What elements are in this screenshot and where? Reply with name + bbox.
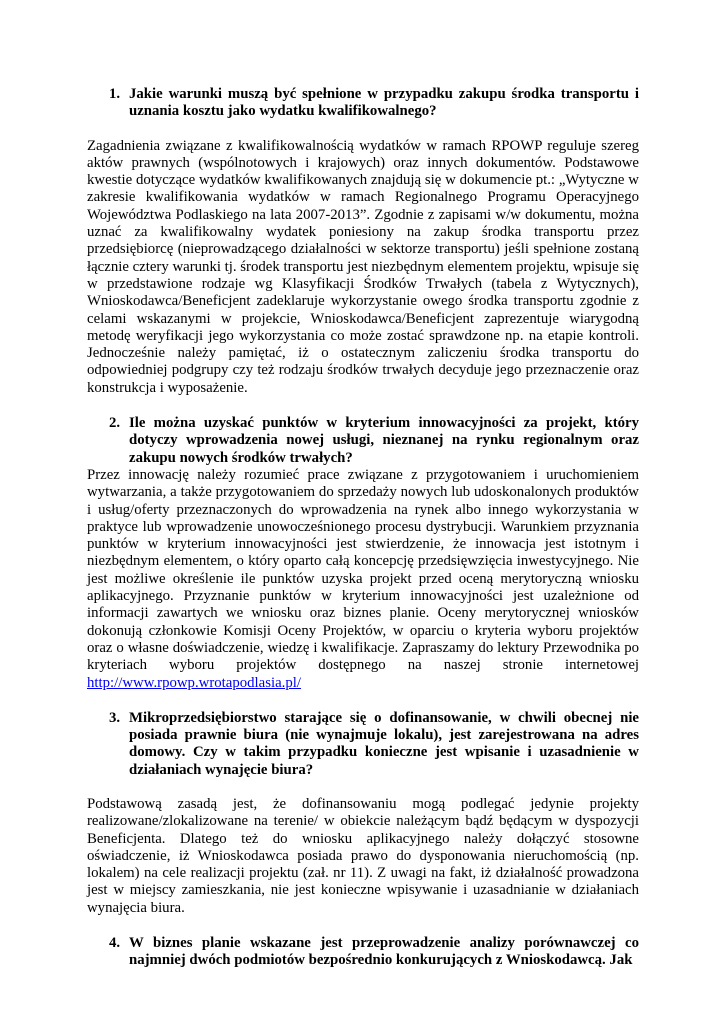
question-number: 2. <box>109 415 121 432</box>
website-link[interactable]: http://www.rpowp.wrotapodlasia.pl/ <box>87 674 301 691</box>
question-number: 3. <box>109 709 121 726</box>
question-text: W biznes planie wskazane jest przeprowadzenie analizy porównawczej co najmniej dwóch podmiotów bezpośrednio konkurujących z Wnioskodawcą. Jak <box>129 935 639 969</box>
question-text: Ile można uzyskać punktów w kryterium innowacyjności za projekt, który dotyczy wprowadzenia nowej usługi, nieznanej na rynku regionalnym oraz zakupu nowych środków trwałych? <box>129 415 639 466</box>
question-text: Mikroprzedsiębiorstwo starające się o dofinansowanie, w chwili obecnej nie posiada prawnie biura (nie wynajmuje lokalu), jest zarejestrowana na adres domowy. Czy w takim przypadku konieczne jest wpisanie i uzasadnienie w działaniach wynajęcie biura? <box>129 709 639 778</box>
document-page <box>87 86 639 970</box>
question-text: Jakie warunki muszą być spełnione w przypadku zakupu środka transportu i uznania kosztu jako wydatku kwalifikowalnego? <box>129 86 639 120</box>
question-3 <box>87 710 639 779</box>
question-1 <box>87 86 639 121</box>
answer-2 <box>87 467 639 692</box>
question-4 <box>87 935 639 970</box>
answer-text: Przez innowację należy rozumieć prace związane z przygotowaniem i uruchomieniem wytwarzania, a także przygotowaniem do sprzedaży nowych lub udoskonalonych produktów i usług/oferty przeznaczonych do wprowadzenia na rynek albo innego wykorzystania w praktyce lub wprowadzenie unowocześnionego procesu dystrybucji. Warunkiem przyznania punktów w kryterium innowacyjności jest stwierdzenie, że innowacja jest istotnym i niezbędnym elementem, o który oparto całą koncepcję przedsięwzięcia inwestycyjnego. Nie jest możliwe określenie ile punktów uzyska projekt przed oceną merytoryczną wniosku aplikacyjnego. Przyznanie punktów w kryterium innowacyjności jest uzależnione od informacji zawartych we wniosku oraz biznes planie. Oceny merytorycznej wniosków dokonują członkowie Komisji Oceny Projektów, w oparciu o kryteria wyboru projektów oraz o własne doświadczenie, wiedzę i kwalifikacje. Zapraszamy do lektury Przewodnika po kryteriach wyboru projektów dostępnego na naszej stronie internetowej <box>87 466 639 674</box>
question-number: 4. <box>109 935 121 952</box>
question-2 <box>87 415 639 467</box>
answer-3: Podstawową zasadą jest, że dofinansowaniu mogą podlegać jedynie projekty realizowane/zlokalizowane na terenie/ w obiekcie należącym bądź będącym w dyspozycji Beneficjenta. Dlatego też do wniosku aplikacyjnego należy dołączyć stosowne oświadczenie, iż Wnioskodawca posiada prawo do dysponowania nieruchomością (np. lokalem) na cele realizacji projektu (zał. nr 11). Z uwagi na fakt, iż działalność prowadzona jest w miejscy zamieszkania, nie jest konieczne wpisywanie i uzasadnianie w działaniach wynajęcia biura. <box>87 795 639 916</box>
answer-1: Zagadnienia związane z kwalifikowalnością wydatków w ramach RPOWP reguluje szereg aktów prawnych (wspólnotowych i krajowych) oraz innych dokumentów. Podstawowe kwestie dotyczące wydatków kwalifikowanych znajdują się w dokumencie pt.: „Wytyczne w zakresie kwalifikowania wydatków w ramach Regionalnego Programu Operacyjnego Województwa Podlaskiego na lata 2007-2013”. Zgodnie z zapisami w/w dokumentu, można uznać za kwalifikowalny wydatek poniesiony na zakup środka transportu przez przedsiębiorcę (nieprowadzącego działalności w sektorze transportu) jeśli spełnione zostaną łącznie cztery warunki tj. środek transportu jest niezbędnym elementem projektu, wpisuje się w przedstawione rodzaje wg Klasyfikacji Środków Trwałych (tabela z Wytycznych), Wnioskodawca/Beneficjent zadeklaruje wykorzystanie owego środka transportu zgodnie z celami wskazanymi w projekcie, Wnioskodawca/Beneficjent zaprezentuje wiarygodną metodę weryfikacji jego wykorzystania co może zostać sprawdzone np. na etapie kontroli. Jednocześnie należy pamiętać, iż o ostatecznym zaliczeniu środka transportu do odpowiedniej podgrupy czy też rodzaju środków trwałych decyduje jego przeznaczenie oraz konstrukcja i wyposażenie. <box>87 137 639 396</box>
question-number: 1. <box>109 86 121 102</box>
